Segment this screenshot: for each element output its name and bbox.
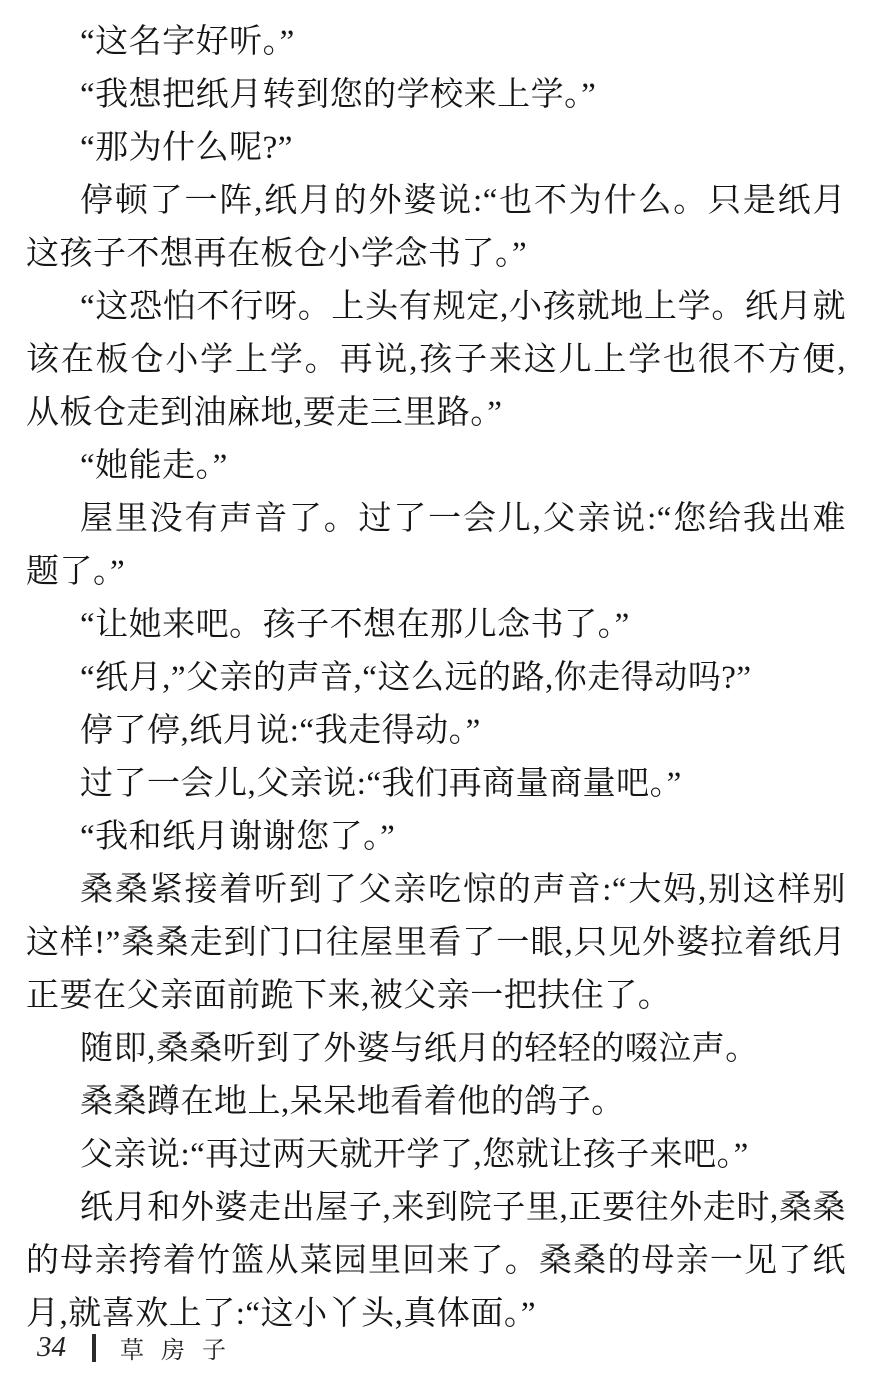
paragraph: “纸月,”父亲的声音,“这么远的路,你走得动吗?”: [80, 660, 752, 696]
paragraph: “我和纸月谢谢您了。”: [80, 819, 396, 855]
paragraph: 停顿了一阵,纸月的外婆说:“也不为什么。只是纸月这孩子不想再在板仓小学念书了。”: [26, 183, 846, 272]
paragraph: 随即,桑桑听到了外婆与纸月的轻轻的啜泣声。: [80, 1031, 759, 1067]
page-footer: [37, 1330, 243, 1365]
page-number: 34: [37, 1331, 66, 1363]
paragraph: 桑桑紧接着听到了父亲吃惊的声音:“大妈,别这样别这样!”桑桑走到门口往屋里看了一眼,只见外婆拉着纸月正要在父亲面前跪下来,被父亲一把扶住了。: [26, 872, 846, 1014]
paragraph: “那为什么呢?”: [80, 130, 293, 166]
paragraph: 桑桑蹲在地上,呆呆地看着他的鸽子。: [80, 1084, 625, 1120]
paragraph: “这名字好听。”: [80, 24, 295, 60]
text-content: [26, 16, 846, 1341]
book-title: 草房子: [120, 1338, 243, 1364]
paragraph: “让她来吧。孩子不想在那儿念书了。”: [80, 607, 630, 643]
paragraph: “这恐怕不行呀。上头有规定,小孩就地上学。纸月就该在板仓小学上学。再说,孩子来这儿上学也很不方便,从板仓走到油麻地,要走三里路。”: [26, 289, 846, 431]
paragraph: “她能走。”: [80, 448, 228, 484]
paragraph: 屋里没有声音了。过了一会儿,父亲说:“您给我出难题了。”: [26, 501, 846, 590]
paragraph: 父亲说:“再过两天就开学了,您就让孩子来吧。”: [80, 1137, 749, 1173]
paragraph: 停了停,纸月说:“我走得动。”: [80, 713, 481, 749]
footer-divider-bar: [92, 1334, 96, 1362]
paragraph: 纸月和外婆走出屋子,来到院子里,正要往外走时,桑桑的母亲挎着竹篮从菜园里回来了。桑桑的母亲一见了纸月,就喜欢上了:“这小丫头,真体面。”: [26, 1190, 846, 1332]
paragraph: 过了一会儿,父亲说:“我们再商量商量吧。”: [80, 766, 682, 802]
paragraph: “我想把纸月转到您的学校来上学。”: [80, 77, 597, 113]
